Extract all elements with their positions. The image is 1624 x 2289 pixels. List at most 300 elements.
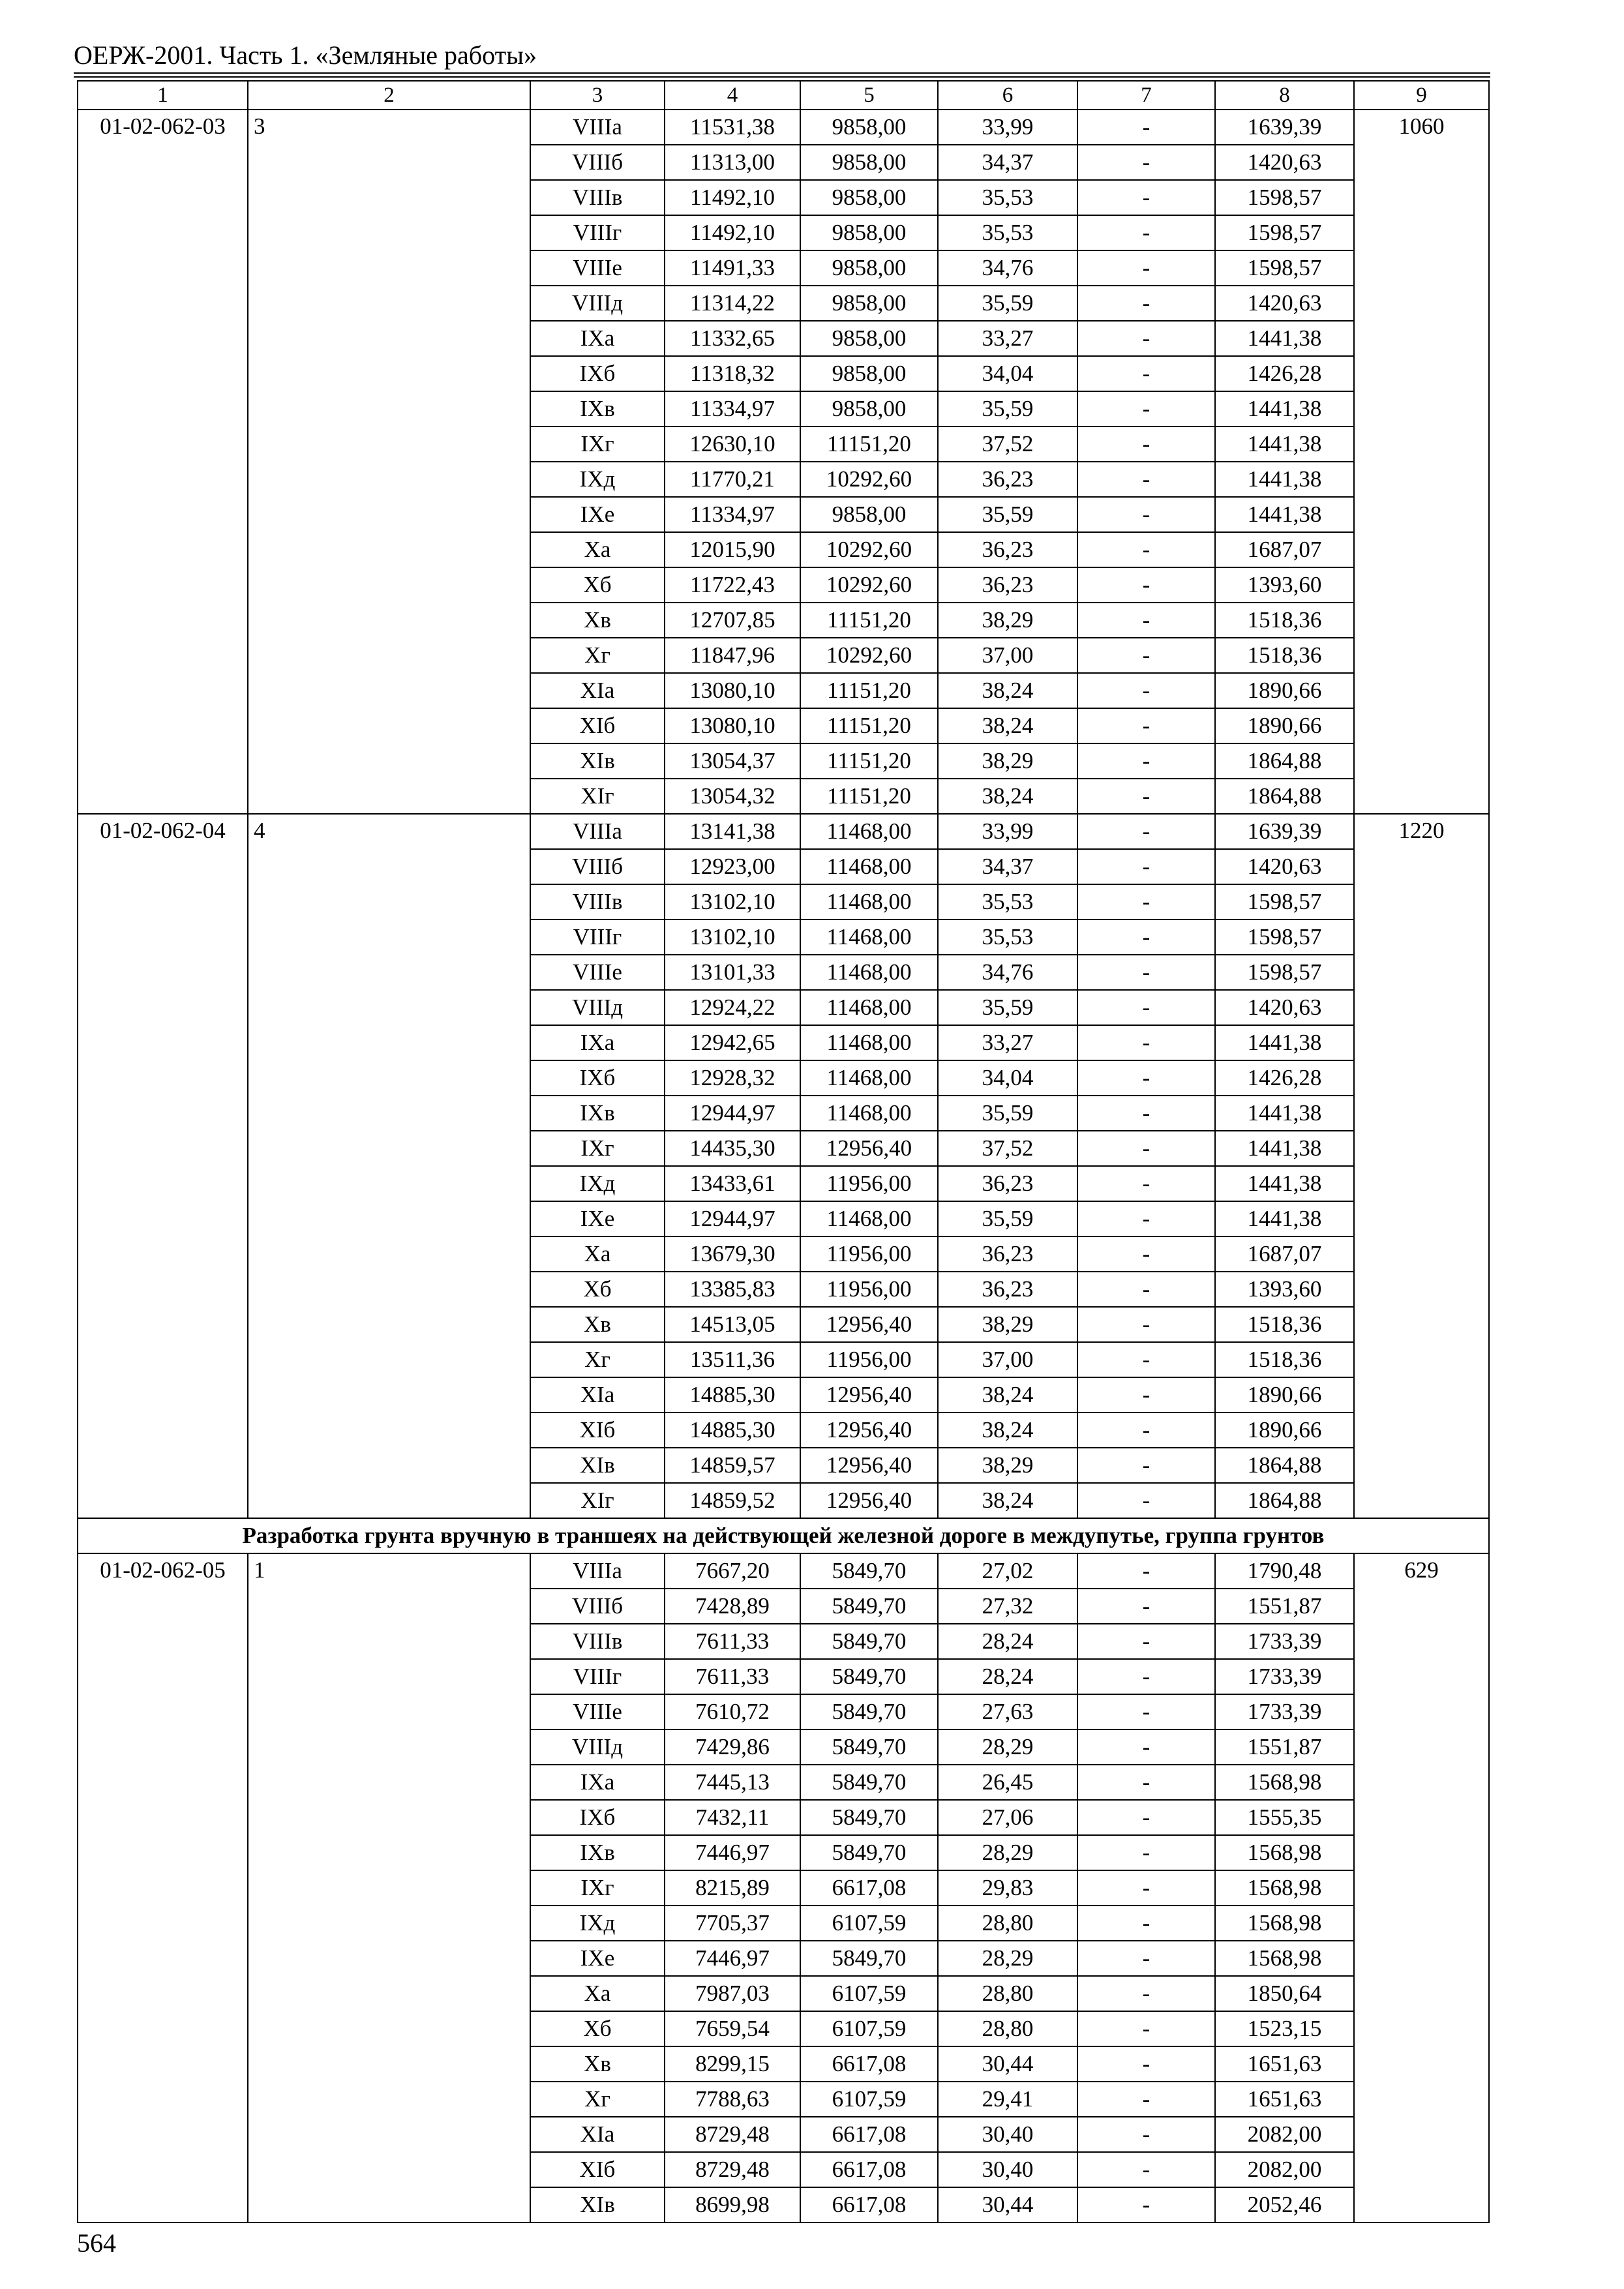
value-cell: 11722,43 xyxy=(665,567,800,603)
value-cell: 33,99 xyxy=(938,110,1077,145)
zone-cell: IXа xyxy=(530,1025,665,1060)
value-cell: 1393,60 xyxy=(1215,567,1354,603)
value-cell: 1568,98 xyxy=(1215,1870,1354,1906)
value-cell: 5849,70 xyxy=(800,1941,938,1976)
value-cell: - xyxy=(1077,2152,1215,2187)
table-body xyxy=(78,110,1489,2222)
value-cell: 35,59 xyxy=(938,497,1077,532)
zone-cell: IXв xyxy=(530,1835,665,1870)
zone-cell: IXа xyxy=(530,321,665,356)
value-cell: 1598,57 xyxy=(1215,884,1354,920)
value-cell: 7659,54 xyxy=(665,2011,800,2046)
value-cell: 14885,30 xyxy=(665,1413,800,1448)
zone-cell: VIIIе xyxy=(530,1694,665,1729)
value-cell: 28,29 xyxy=(938,1941,1077,1976)
value-cell: 10292,60 xyxy=(800,567,938,603)
zone-cell: VIIIв xyxy=(530,180,665,215)
zone-cell: VIIIг xyxy=(530,215,665,250)
value-cell: 38,29 xyxy=(938,603,1077,638)
value-cell: - xyxy=(1077,497,1215,532)
value-cell: 1551,87 xyxy=(1215,1729,1354,1765)
zone-cell: IXв xyxy=(530,1096,665,1131)
value-cell: - xyxy=(1077,1272,1215,1307)
value-cell: 12944,97 xyxy=(665,1096,800,1131)
zone-cell: IXб xyxy=(530,1800,665,1835)
zone-cell: VIIIе xyxy=(530,250,665,286)
value-cell: 7446,97 xyxy=(665,1941,800,1976)
value-cell: 1568,98 xyxy=(1215,1906,1354,1941)
zone-cell: XIб xyxy=(530,1413,665,1448)
header-rule xyxy=(74,72,1490,74)
value-cell: 1426,28 xyxy=(1215,1060,1354,1096)
zone-cell: Xб xyxy=(530,2011,665,2046)
value-cell: - xyxy=(1077,2187,1215,2222)
value-cell: 7705,37 xyxy=(665,1906,800,1941)
page-number: 564 xyxy=(77,2228,116,2258)
value-cell: - xyxy=(1077,638,1215,673)
value-cell: - xyxy=(1077,1201,1215,1236)
value-cell: 37,00 xyxy=(938,638,1077,673)
value-cell: 1420,63 xyxy=(1215,849,1354,884)
value-cell: 1441,38 xyxy=(1215,1166,1354,1201)
value-cell: - xyxy=(1077,1413,1215,1448)
value-cell: 1441,38 xyxy=(1215,426,1354,462)
value-cell: 11468,00 xyxy=(800,990,938,1025)
value-cell: 9858,00 xyxy=(800,250,938,286)
section-heading-row xyxy=(78,1518,1489,1553)
value-cell: 8729,48 xyxy=(665,2152,800,2187)
value-cell: - xyxy=(1077,884,1215,920)
value-cell: 11531,38 xyxy=(665,110,800,145)
value-cell: 36,23 xyxy=(938,462,1077,497)
zone-cell: VIIIб xyxy=(530,145,665,180)
value-cell: 14513,05 xyxy=(665,1307,800,1342)
value-cell: 1441,38 xyxy=(1215,1025,1354,1060)
value-cell: 11468,00 xyxy=(800,920,938,955)
value-cell: 5849,70 xyxy=(800,1729,938,1765)
value-cell: 1598,57 xyxy=(1215,920,1354,955)
value-cell: 1890,66 xyxy=(1215,1377,1354,1413)
value-cell: 2052,46 xyxy=(1215,2187,1354,2222)
zone-cell: VIIIд xyxy=(530,990,665,1025)
value-cell: 27,63 xyxy=(938,1694,1077,1729)
value-cell: 11770,21 xyxy=(665,462,800,497)
value-cell: 1598,57 xyxy=(1215,215,1354,250)
value-cell: 11468,00 xyxy=(800,1025,938,1060)
column-number-row xyxy=(78,81,1489,110)
zone-cell: IXе xyxy=(530,1201,665,1236)
value-cell: - xyxy=(1077,779,1215,814)
value-cell: 2082,00 xyxy=(1215,2152,1354,2187)
zone-cell: VIIIа xyxy=(530,110,665,145)
value-cell: 11468,00 xyxy=(800,814,938,849)
value-cell: 11334,97 xyxy=(665,497,800,532)
value-cell: - xyxy=(1077,1307,1215,1342)
value-cell: 38,29 xyxy=(938,1448,1077,1483)
norms-table xyxy=(77,80,1490,2223)
zone-cell: IXг xyxy=(530,1870,665,1906)
value-cell: 5849,70 xyxy=(800,1694,938,1729)
value-cell: 1518,36 xyxy=(1215,1342,1354,1377)
value-cell: 30,40 xyxy=(938,2117,1077,2152)
value-cell: 7429,86 xyxy=(665,1729,800,1765)
value-cell: 11468,00 xyxy=(800,1096,938,1131)
value-cell: 8699,98 xyxy=(665,2187,800,2222)
value-cell: 29,41 xyxy=(938,2082,1077,2117)
zone-cell: XIг xyxy=(530,779,665,814)
value-cell: 8729,48 xyxy=(665,2117,800,2152)
value-cell: 38,24 xyxy=(938,779,1077,814)
value-cell: 28,29 xyxy=(938,1729,1077,1765)
value-cell: 1441,38 xyxy=(1215,497,1354,532)
value-cell: 30,44 xyxy=(938,2187,1077,2222)
value-cell: - xyxy=(1077,920,1215,955)
table-header xyxy=(78,81,1489,110)
value-cell: 1441,38 xyxy=(1215,391,1354,426)
value-cell: 13141,38 xyxy=(665,814,800,849)
zone-cell: Xг xyxy=(530,638,665,673)
value-cell: 38,29 xyxy=(938,743,1077,779)
zone-cell: Xв xyxy=(530,2046,665,2082)
value-cell: 11956,00 xyxy=(800,1272,938,1307)
value-cell: 34,37 xyxy=(938,145,1077,180)
value-cell: 5849,70 xyxy=(800,1765,938,1800)
value-cell: - xyxy=(1077,1941,1215,1976)
table-row xyxy=(78,1553,1489,1589)
value-cell: 9858,00 xyxy=(800,180,938,215)
value-cell: 1733,39 xyxy=(1215,1694,1354,1729)
value-cell: 1441,38 xyxy=(1215,1096,1354,1131)
value-cell: - xyxy=(1077,462,1215,497)
zone-cell: Xб xyxy=(530,1272,665,1307)
value-cell: 36,23 xyxy=(938,1166,1077,1201)
value-cell: 6107,59 xyxy=(800,1976,938,2011)
value-cell: 7445,13 xyxy=(665,1765,800,1800)
value-cell: 13101,33 xyxy=(665,955,800,990)
column-9-value: 1060 xyxy=(1354,110,1489,814)
zone-cell: IXа xyxy=(530,1765,665,1800)
value-cell: 12630,10 xyxy=(665,426,800,462)
value-cell: 36,23 xyxy=(938,1272,1077,1307)
value-cell: 11956,00 xyxy=(800,1166,938,1201)
value-cell: 1687,07 xyxy=(1215,532,1354,567)
value-cell: 12942,65 xyxy=(665,1025,800,1060)
value-cell: 1639,39 xyxy=(1215,814,1354,849)
header-rule-double xyxy=(74,76,1490,78)
value-cell: 9858,00 xyxy=(800,145,938,180)
value-cell: - xyxy=(1077,356,1215,391)
value-cell: 9858,00 xyxy=(800,497,938,532)
value-cell: - xyxy=(1077,321,1215,356)
value-cell: 13080,10 xyxy=(665,708,800,743)
value-cell: 5849,70 xyxy=(800,1659,938,1694)
soil-group: 1 xyxy=(248,1553,530,2222)
value-cell: 37,52 xyxy=(938,426,1077,462)
value-cell: 35,59 xyxy=(938,286,1077,321)
value-cell: 10292,60 xyxy=(800,532,938,567)
value-cell: - xyxy=(1077,1659,1215,1694)
value-cell: 11468,00 xyxy=(800,884,938,920)
value-cell: 11151,20 xyxy=(800,779,938,814)
zone-cell: VIIIв xyxy=(530,1624,665,1659)
value-cell: 7667,20 xyxy=(665,1553,800,1589)
value-cell: 1687,07 xyxy=(1215,1236,1354,1272)
value-cell: 1864,88 xyxy=(1215,1448,1354,1483)
value-cell: 28,24 xyxy=(938,1624,1077,1659)
value-cell: 1555,35 xyxy=(1215,1800,1354,1835)
column-number: 4 xyxy=(665,81,800,110)
value-cell: 37,52 xyxy=(938,1131,1077,1166)
value-cell: 6617,08 xyxy=(800,2152,938,2187)
value-cell: 12944,97 xyxy=(665,1201,800,1236)
value-cell: 1639,39 xyxy=(1215,110,1354,145)
zone-cell: XIа xyxy=(530,1377,665,1413)
value-cell: 1568,98 xyxy=(1215,1765,1354,1800)
zone-cell: XIа xyxy=(530,2117,665,2152)
value-cell: 36,23 xyxy=(938,532,1077,567)
zone-cell: VIIIг xyxy=(530,1659,665,1694)
value-cell: 33,99 xyxy=(938,814,1077,849)
value-cell: 11332,65 xyxy=(665,321,800,356)
norm-code: 01-02-062-05 xyxy=(78,1553,248,2222)
value-cell: - xyxy=(1077,1800,1215,1835)
value-cell: - xyxy=(1077,990,1215,1025)
value-cell: - xyxy=(1077,743,1215,779)
zone-cell: IXг xyxy=(530,426,665,462)
zone-cell: IXд xyxy=(530,1166,665,1201)
column-9-value: 1220 xyxy=(1354,814,1489,1518)
value-cell: 12956,40 xyxy=(800,1413,938,1448)
value-cell: 38,24 xyxy=(938,1413,1077,1448)
value-cell: - xyxy=(1077,286,1215,321)
value-cell: 14859,57 xyxy=(665,1448,800,1483)
value-cell: 13080,10 xyxy=(665,673,800,708)
section-heading: Разработка грунта вручную в траншеях на действующей железной дороге в междупутье, группа грунтов xyxy=(78,1518,1489,1553)
value-cell: 13054,32 xyxy=(665,779,800,814)
value-cell: 1598,57 xyxy=(1215,180,1354,215)
zone-cell: Xа xyxy=(530,1976,665,2011)
value-cell: 37,00 xyxy=(938,1342,1077,1377)
value-cell: - xyxy=(1077,1694,1215,1729)
value-cell: 1523,15 xyxy=(1215,2011,1354,2046)
zone-cell: Xа xyxy=(530,1236,665,1272)
value-cell: 5849,70 xyxy=(800,1553,938,1589)
zone-cell: XIв xyxy=(530,1448,665,1483)
value-cell: 36,23 xyxy=(938,567,1077,603)
value-cell: 8215,89 xyxy=(665,1870,800,1906)
value-cell: 11468,00 xyxy=(800,1201,938,1236)
column-number: 5 xyxy=(800,81,938,110)
soil-group: 4 xyxy=(248,814,530,1518)
table-row xyxy=(78,814,1489,849)
value-cell: - xyxy=(1077,1060,1215,1096)
value-cell: - xyxy=(1077,1976,1215,2011)
value-cell: - xyxy=(1077,708,1215,743)
value-cell: 12956,40 xyxy=(800,1307,938,1342)
value-cell: 13385,83 xyxy=(665,1272,800,1307)
value-cell: 12923,00 xyxy=(665,849,800,884)
value-cell: 7611,33 xyxy=(665,1624,800,1659)
value-cell: - xyxy=(1077,1765,1215,1800)
value-cell: 28,24 xyxy=(938,1659,1077,1694)
value-cell: 38,24 xyxy=(938,673,1077,708)
value-cell: 33,27 xyxy=(938,321,1077,356)
value-cell: 7446,97 xyxy=(665,1835,800,1870)
value-cell: 11151,20 xyxy=(800,708,938,743)
value-cell: 6107,59 xyxy=(800,2011,938,2046)
value-cell: 13102,10 xyxy=(665,884,800,920)
zone-cell: XIв xyxy=(530,743,665,779)
value-cell: 6107,59 xyxy=(800,2082,938,2117)
value-cell: - xyxy=(1077,1906,1215,1941)
value-cell: - xyxy=(1077,1589,1215,1624)
norm-code: 01-02-062-03 xyxy=(78,110,248,814)
value-cell: 12956,40 xyxy=(800,1377,938,1413)
value-cell: 12928,32 xyxy=(665,1060,800,1096)
value-cell: - xyxy=(1077,1342,1215,1377)
value-cell: - xyxy=(1077,1553,1215,1589)
zone-cell: VIIIд xyxy=(530,1729,665,1765)
value-cell: - xyxy=(1077,2117,1215,2152)
value-cell: 11151,20 xyxy=(800,603,938,638)
value-cell: 35,59 xyxy=(938,1096,1077,1131)
value-cell: 11151,20 xyxy=(800,426,938,462)
value-cell: 14435,30 xyxy=(665,1131,800,1166)
value-cell: - xyxy=(1077,1236,1215,1272)
zone-cell: IXе xyxy=(530,1941,665,1976)
column-number: 1 xyxy=(78,81,248,110)
value-cell: - xyxy=(1077,110,1215,145)
value-cell: 34,76 xyxy=(938,955,1077,990)
value-cell: 26,45 xyxy=(938,1765,1077,1800)
value-cell: 14859,52 xyxy=(665,1483,800,1518)
value-cell: 6107,59 xyxy=(800,1906,938,1941)
value-cell: 6617,08 xyxy=(800,2046,938,2082)
value-cell: 1518,36 xyxy=(1215,1307,1354,1342)
value-cell: 7987,03 xyxy=(665,1976,800,2011)
value-cell: 1890,66 xyxy=(1215,708,1354,743)
value-cell: - xyxy=(1077,849,1215,884)
zone-cell: IXв xyxy=(530,391,665,426)
value-cell: 38,24 xyxy=(938,1377,1077,1413)
column-number: 8 xyxy=(1215,81,1354,110)
value-cell: - xyxy=(1077,603,1215,638)
value-cell: 1393,60 xyxy=(1215,1272,1354,1307)
value-cell: 1518,36 xyxy=(1215,638,1354,673)
value-cell: 35,59 xyxy=(938,990,1077,1025)
value-cell: 13679,30 xyxy=(665,1236,800,1272)
zone-cell: XIа xyxy=(530,673,665,708)
value-cell: 35,59 xyxy=(938,391,1077,426)
value-cell: 1441,38 xyxy=(1215,1201,1354,1236)
value-cell: - xyxy=(1077,567,1215,603)
value-cell: 27,02 xyxy=(938,1553,1077,1589)
value-cell: 33,27 xyxy=(938,1025,1077,1060)
value-cell: 9858,00 xyxy=(800,110,938,145)
value-cell: 2082,00 xyxy=(1215,2117,1354,2152)
value-cell: 9858,00 xyxy=(800,391,938,426)
value-cell: 1790,48 xyxy=(1215,1553,1354,1589)
value-cell: 11468,00 xyxy=(800,849,938,884)
zone-cell: VIIIб xyxy=(530,849,665,884)
value-cell: 1850,64 xyxy=(1215,1976,1354,2011)
value-cell: 28,80 xyxy=(938,1906,1077,1941)
value-cell: - xyxy=(1077,180,1215,215)
value-cell: 7432,11 xyxy=(665,1800,800,1835)
value-cell: 7788,63 xyxy=(665,2082,800,2117)
value-cell: 1420,63 xyxy=(1215,286,1354,321)
zone-cell: IXб xyxy=(530,1060,665,1096)
value-cell: - xyxy=(1077,1870,1215,1906)
column-number: 9 xyxy=(1354,81,1489,110)
value-cell: - xyxy=(1077,391,1215,426)
column-number: 3 xyxy=(530,81,665,110)
column-number: 2 xyxy=(248,81,530,110)
value-cell: 10292,60 xyxy=(800,638,938,673)
value-cell: 35,53 xyxy=(938,215,1077,250)
value-cell: 35,53 xyxy=(938,920,1077,955)
value-cell: 34,04 xyxy=(938,356,1077,391)
value-cell: 13054,37 xyxy=(665,743,800,779)
value-cell: 1890,66 xyxy=(1215,673,1354,708)
value-cell: 7428,89 xyxy=(665,1589,800,1624)
value-cell: 27,06 xyxy=(938,1800,1077,1835)
zone-cell: VIIIа xyxy=(530,1553,665,1589)
value-cell: 29,83 xyxy=(938,1870,1077,1906)
value-cell: 1651,63 xyxy=(1215,2046,1354,2082)
value-cell: - xyxy=(1077,1166,1215,1201)
zone-cell: XIб xyxy=(530,2152,665,2187)
value-cell: - xyxy=(1077,532,1215,567)
value-cell: 11956,00 xyxy=(800,1342,938,1377)
value-cell: 12956,40 xyxy=(800,1483,938,1518)
value-cell: 34,04 xyxy=(938,1060,1077,1096)
value-cell: 1420,63 xyxy=(1215,145,1354,180)
value-cell: 11491,33 xyxy=(665,250,800,286)
value-cell: - xyxy=(1077,955,1215,990)
value-cell: 1441,38 xyxy=(1215,321,1354,356)
column-number: 6 xyxy=(938,81,1077,110)
zone-cell: IXд xyxy=(530,462,665,497)
value-cell: 12956,40 xyxy=(800,1131,938,1166)
value-cell: - xyxy=(1077,1835,1215,1870)
value-cell: 28,29 xyxy=(938,1835,1077,1870)
value-cell: 5849,70 xyxy=(800,1589,938,1624)
zone-cell: Xв xyxy=(530,1307,665,1342)
value-cell: 35,53 xyxy=(938,180,1077,215)
value-cell: 5849,70 xyxy=(800,1800,938,1835)
value-cell: - xyxy=(1077,1729,1215,1765)
value-cell: - xyxy=(1077,1624,1215,1659)
value-cell: 9858,00 xyxy=(800,215,938,250)
value-cell: - xyxy=(1077,814,1215,849)
value-cell: 1733,39 xyxy=(1215,1659,1354,1694)
value-cell: 5849,70 xyxy=(800,1835,938,1870)
value-cell: 1890,66 xyxy=(1215,1413,1354,1448)
value-cell: 1420,63 xyxy=(1215,990,1354,1025)
zone-cell: XIб xyxy=(530,708,665,743)
value-cell: 7611,33 xyxy=(665,1659,800,1694)
value-cell: - xyxy=(1077,673,1215,708)
zone-cell: XIг xyxy=(530,1483,665,1518)
value-cell: - xyxy=(1077,1448,1215,1483)
value-cell: 1598,57 xyxy=(1215,955,1354,990)
value-cell: 9858,00 xyxy=(800,321,938,356)
value-cell: 34,37 xyxy=(938,849,1077,884)
value-cell: 11847,96 xyxy=(665,638,800,673)
value-cell: 6617,08 xyxy=(800,2187,938,2222)
value-cell: 13433,61 xyxy=(665,1166,800,1201)
